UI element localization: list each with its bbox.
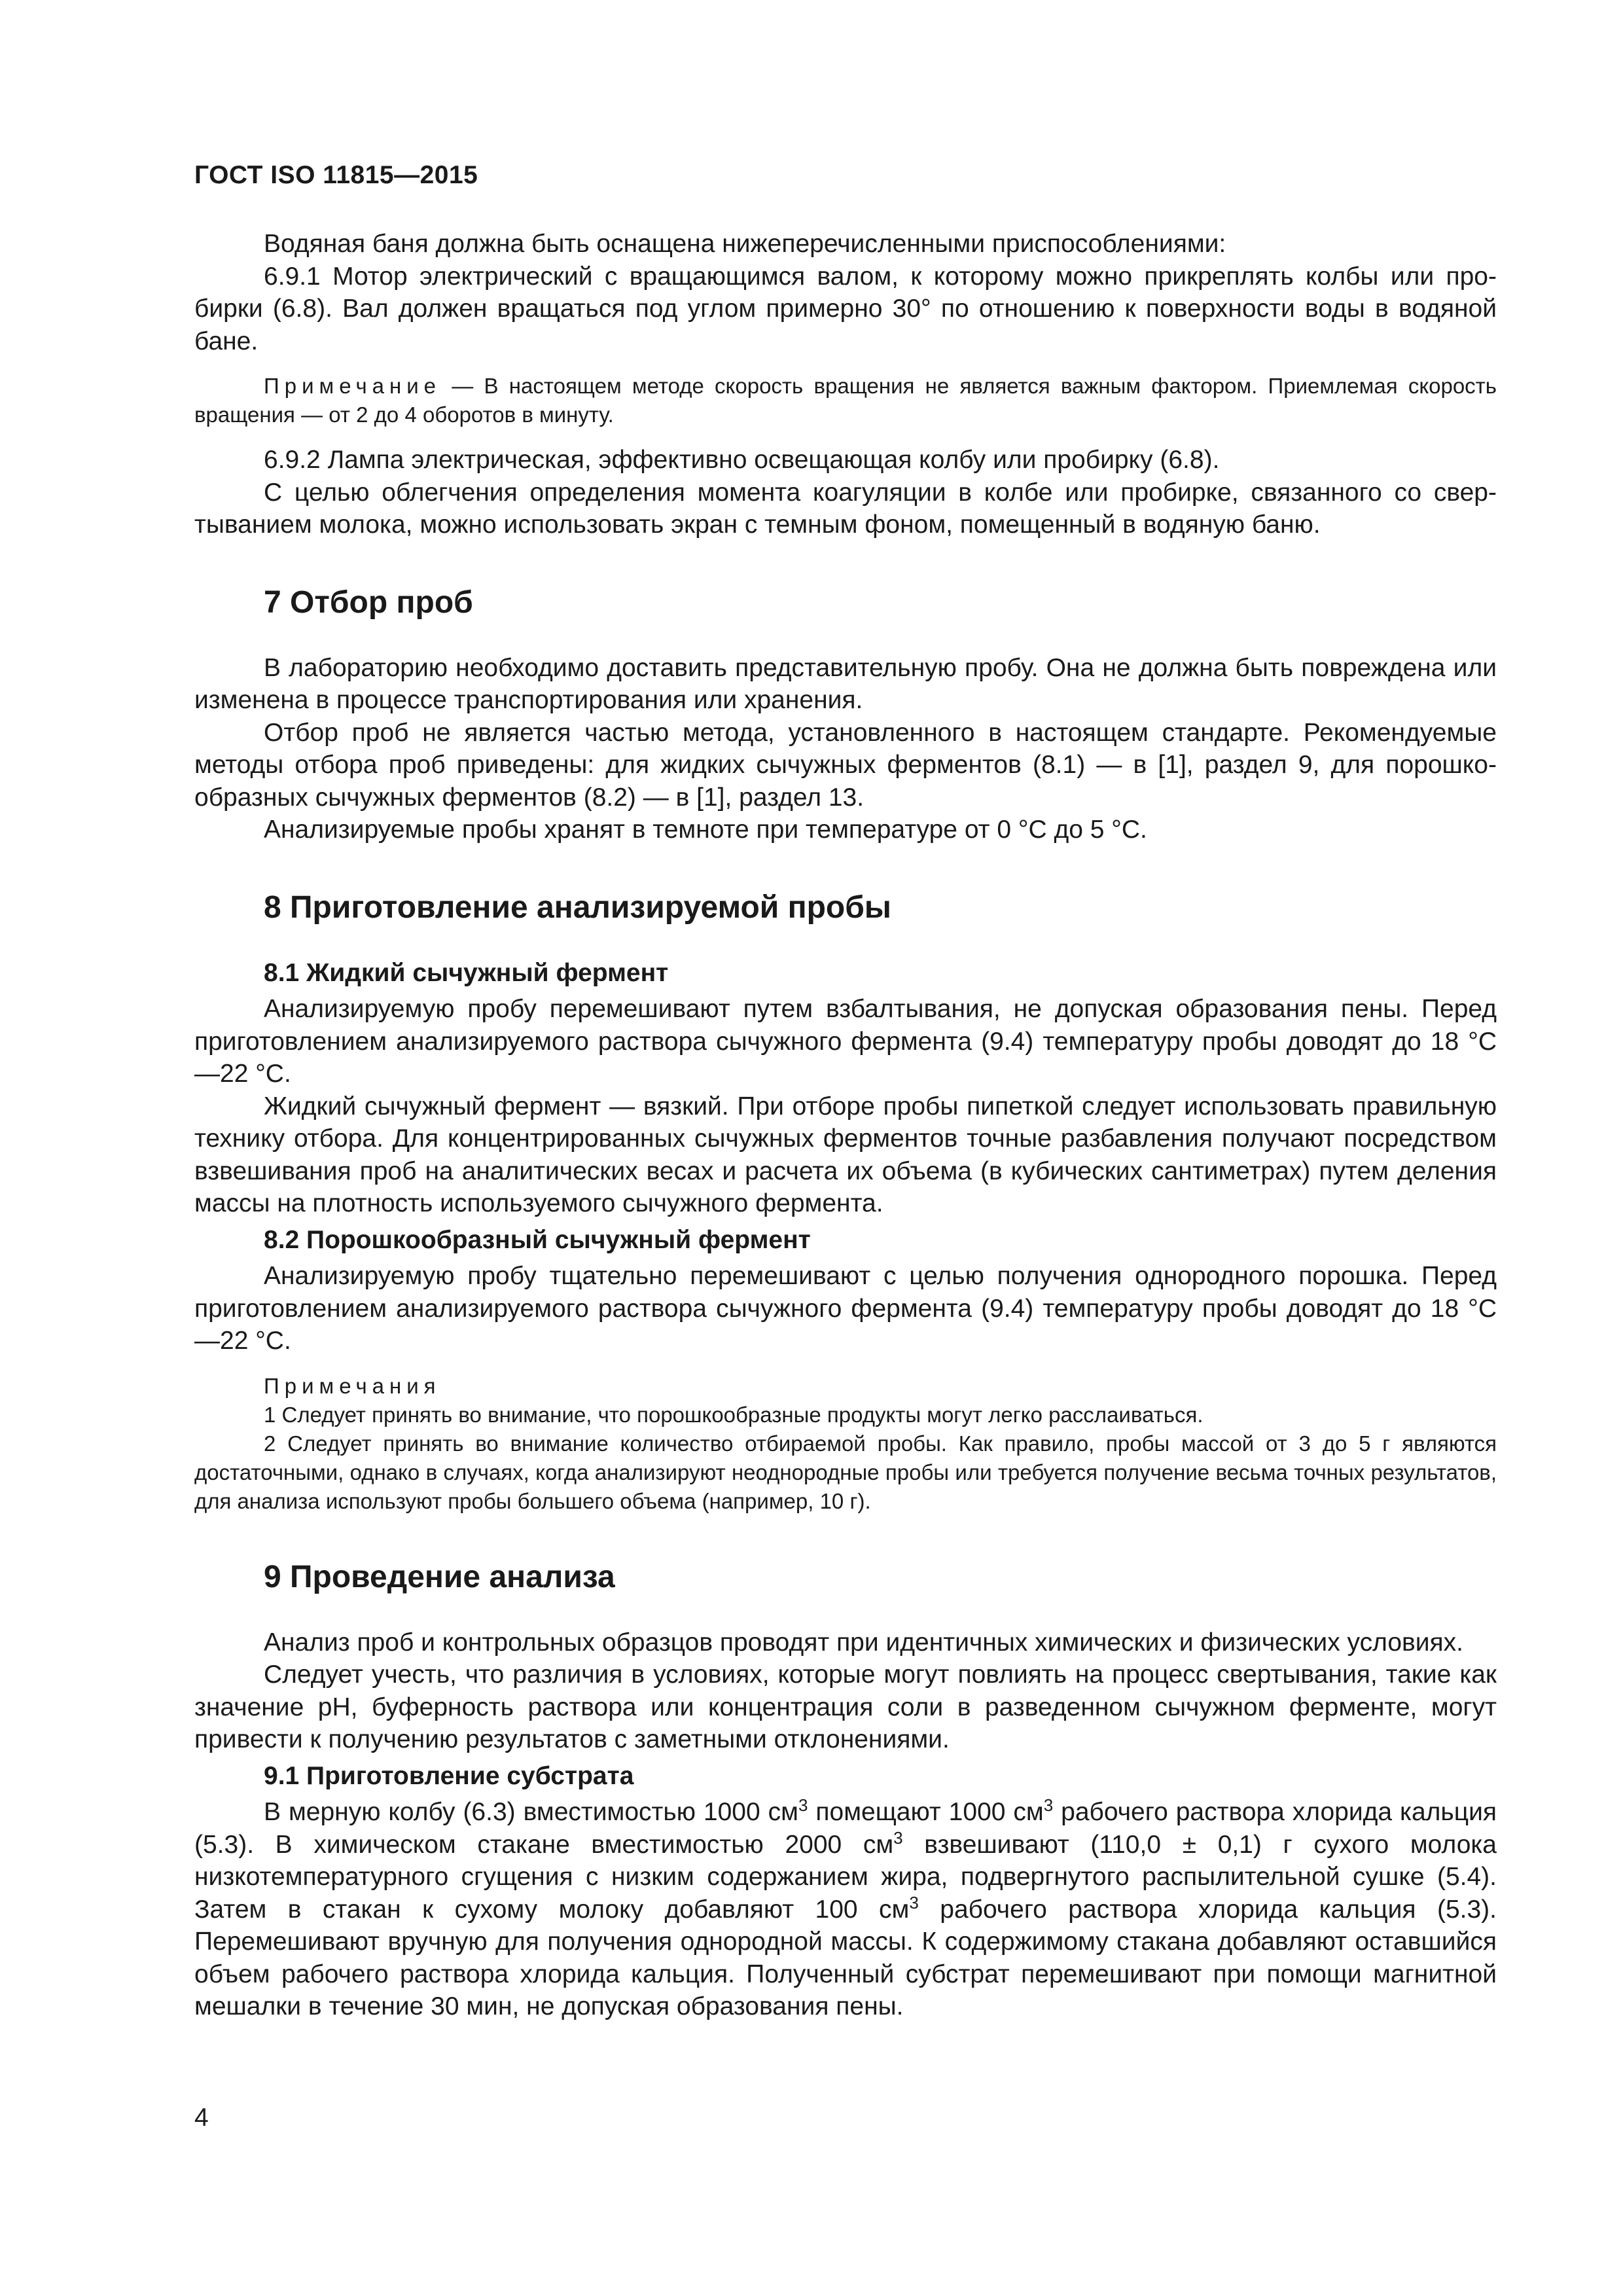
subsection-8-2-heading: 8.2 Порошкообразный сычужный фермент	[264, 1225, 811, 1254]
clause-6-9-1: 6.9.1 Мотор электрический с вращающимся валом, к которому можно прикреплять колбы или пробирки (6.8). Вал должен вращаться под углом примерно 30° по отношению к поверхности воды в водяной бане.	[194, 262, 1497, 355]
section-7-paragraph-2: Отбор проб не является частью метода, установленного в настоящем стандарте. Рекомендуемые методы отбора проб приведены: для жидких сычужных ферментов (8.1) — в [1], раздел 9, для порошкообразных сычужных ферментов (8.2) — в [1], раздел 13.	[194, 718, 1497, 812]
subsection-8-1-heading: 8.1 Жидкий сычужный фермент	[264, 958, 669, 987]
note-2: 2 Следует принять во внимание количество отбираемой пробы. Как правило, пробы массой от 3 до 5 г являются достаточными, однако в случаях, когда анализируют неоднородные пробы или требуется получение весьма точных результатов, для анализа используют пробы большего объема (например, 10 г).	[194, 1431, 1497, 1513]
document-header: ГОСТ ISO 11815—2015	[194, 161, 478, 189]
section-7-paragraph-3: Анализируемые пробы хранят в темноте при температуре от 0 °С до 5 °С.	[264, 816, 1147, 844]
subsection-8-1-paragraph-1: Анализируемую пробу перемешивают путем взбалтывания, не допуская образования пены. Перед приготовлением анализируемого раствора сычужного фермента (9.4) температуру пробы доводят до 18 °С—22 °С.	[194, 995, 1497, 1088]
note-1: 1 Следует принять во внимание, что порошкообразные продукты могут легко расслаиваться.	[264, 1402, 1204, 1427]
note-rotation-speed	[194, 372, 1497, 429]
section-7-heading: 7 Отбор проб	[264, 584, 473, 620]
subsection-8-2-paragraph-1: Анализируемую пробу тщательно перемешивают с целью получения однородного порошка. Перед приготовлением анализируемого раствора сычужного фермента (9.4) температуру пробы доводят до 18 °С—22 °С.	[194, 1262, 1497, 1355]
section-9-paragraph-2: Следует учесть, что различия в условиях, которые могут повлиять на процесс свертывания, такие как значение pH, буферность раствора или концентрация соли в разведенном сычужном ферменте, могут привести к получению результатов с заметными отклонениями.	[194, 1660, 1497, 1753]
page-number: 4	[194, 2104, 209, 2132]
note-label: Примечание	[264, 374, 442, 398]
subsection-9-1-heading: 9.1 Приготовление субстрата	[264, 1761, 634, 1790]
dark-screen-paragraph: С целью облегчения определения момента коагуляции в колбе или пробирке, связанного со свертыванием молока, можно использовать экран с темным фоном, помещенный в водяную баню.	[194, 478, 1497, 539]
section-9-paragraph-1: Анализ проб и контрольных образцов проводят при идентичных химических и физических условиях.	[264, 1628, 1463, 1657]
section-7-paragraph-1: В лабораторию необходимо доставить представительную пробу. Она не должна быть повреждена или изменена в процессе транспортирования или хранения.	[194, 653, 1497, 714]
subsection-8-1-paragraph-2: Жидкий сычужный фермент — вязкий. При отборе пробы пипеткой следует использовать правильную технику отбора. Для концентрированных сычужных ферментов точные разбавления получают посредством взвешивания проб на аналитических весах и расчета их объема (в кубических сантиметрах) путем деления массы на плотность используемого сычужного фермента.	[194, 1092, 1497, 1217]
subsection-9-1-paragraph: В мерную колбу (6.3) вместимостью 1000 $см^3$ помещают 1000 $см^3$ рабочего раствора хлорида кальция (5.3). В химическом стакане вместимостью 2000 $см^3$ взвешивают (110,0 ± 0,1) г сухого молока низкотемпературного сгущения с низким содержанием жира, подвергнутого распылительной сушке (5.4). Затем в стакан к сухому молоку добавляют 100 $см^3$ рабочего раствора хлорида кальция (5.3). Перемешивают вручную для получения однородной массы. К содержимому стакана добавляют оставшийся объем рабочего раствора хлорида кальция. Полученный субстрат перемешивают при помощи магнитной мешалки в течение 30 мин, не допуская образования пены.	[194, 1795, 1497, 2020]
clause-6-9-2: 6.9.2 Лампа электрическая, эффективно освещающая колбу или пробирку (6.8).	[264, 446, 1220, 474]
note-text: — В настоящем методе скорость вращения не является важным фактором. Приемлемая скорость вращения — от 2 до 4 оборотов в минуту.	[194, 374, 1497, 427]
notes-label: Примечания	[264, 1373, 441, 1398]
intro-paragraph: Водяная баня должна быть оснащена нижеперечисленными приспособлениями:	[264, 230, 1226, 258]
page-content	[194, 228, 1497, 2023]
section-8-heading: 8 Приготовление анализируемой пробы	[264, 889, 891, 925]
section-9-heading: 9 Проведение анализа	[264, 1559, 615, 1594]
